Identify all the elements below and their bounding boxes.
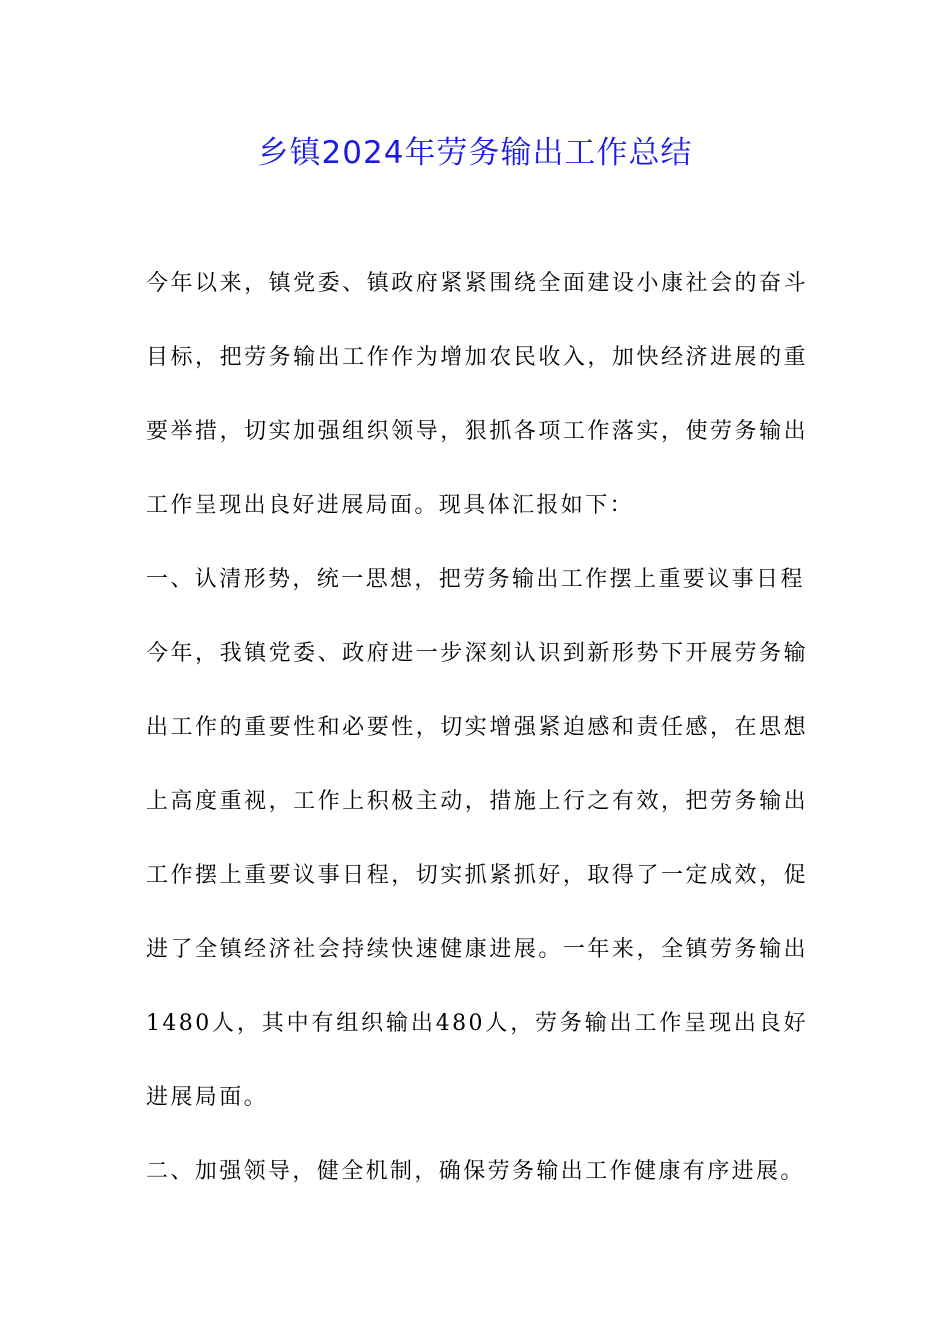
section-1-paragraph: 今年，我镇党委、政府进一步深刻认识到新形势下开展劳务输出工作的重要性和必要性，切实增强紧迫感和责任感，在思想上高度重视，工作上积极主动，措施上行之有效，把劳务输出工作摆上重要议事日程，切实抓紧抓好，取得了一定成效，促进了全镇经济社会持续快速健康进展。一年来，全镇劳务输出1480人，其中有组织输出480人，劳务输出工作呈现出良好进展局面。 (146, 641, 808, 1110)
document-title: 乡镇2024年劳务输出工作总结 (257, 135, 693, 171)
intro-paragraph: 今年以来，镇党委、镇政府紧紧围绕全面建设小康社会的奋斗目标，把劳务输出工作作为增加农民收入，加快经济进展的重要举措，切实加强组织领导，狠抓各项工作落实，使劳务输出工作呈现出良好进展局面。现具体汇报如下： (146, 271, 808, 518)
section-heading-2: 二、加强领导，健全机制，确保劳务输出工作健康有序进展。 (146, 1159, 805, 1184)
section-heading-1: 一、认清形势，统一思想，把劳务输出工作摆上重要议事日程 (146, 567, 805, 592)
